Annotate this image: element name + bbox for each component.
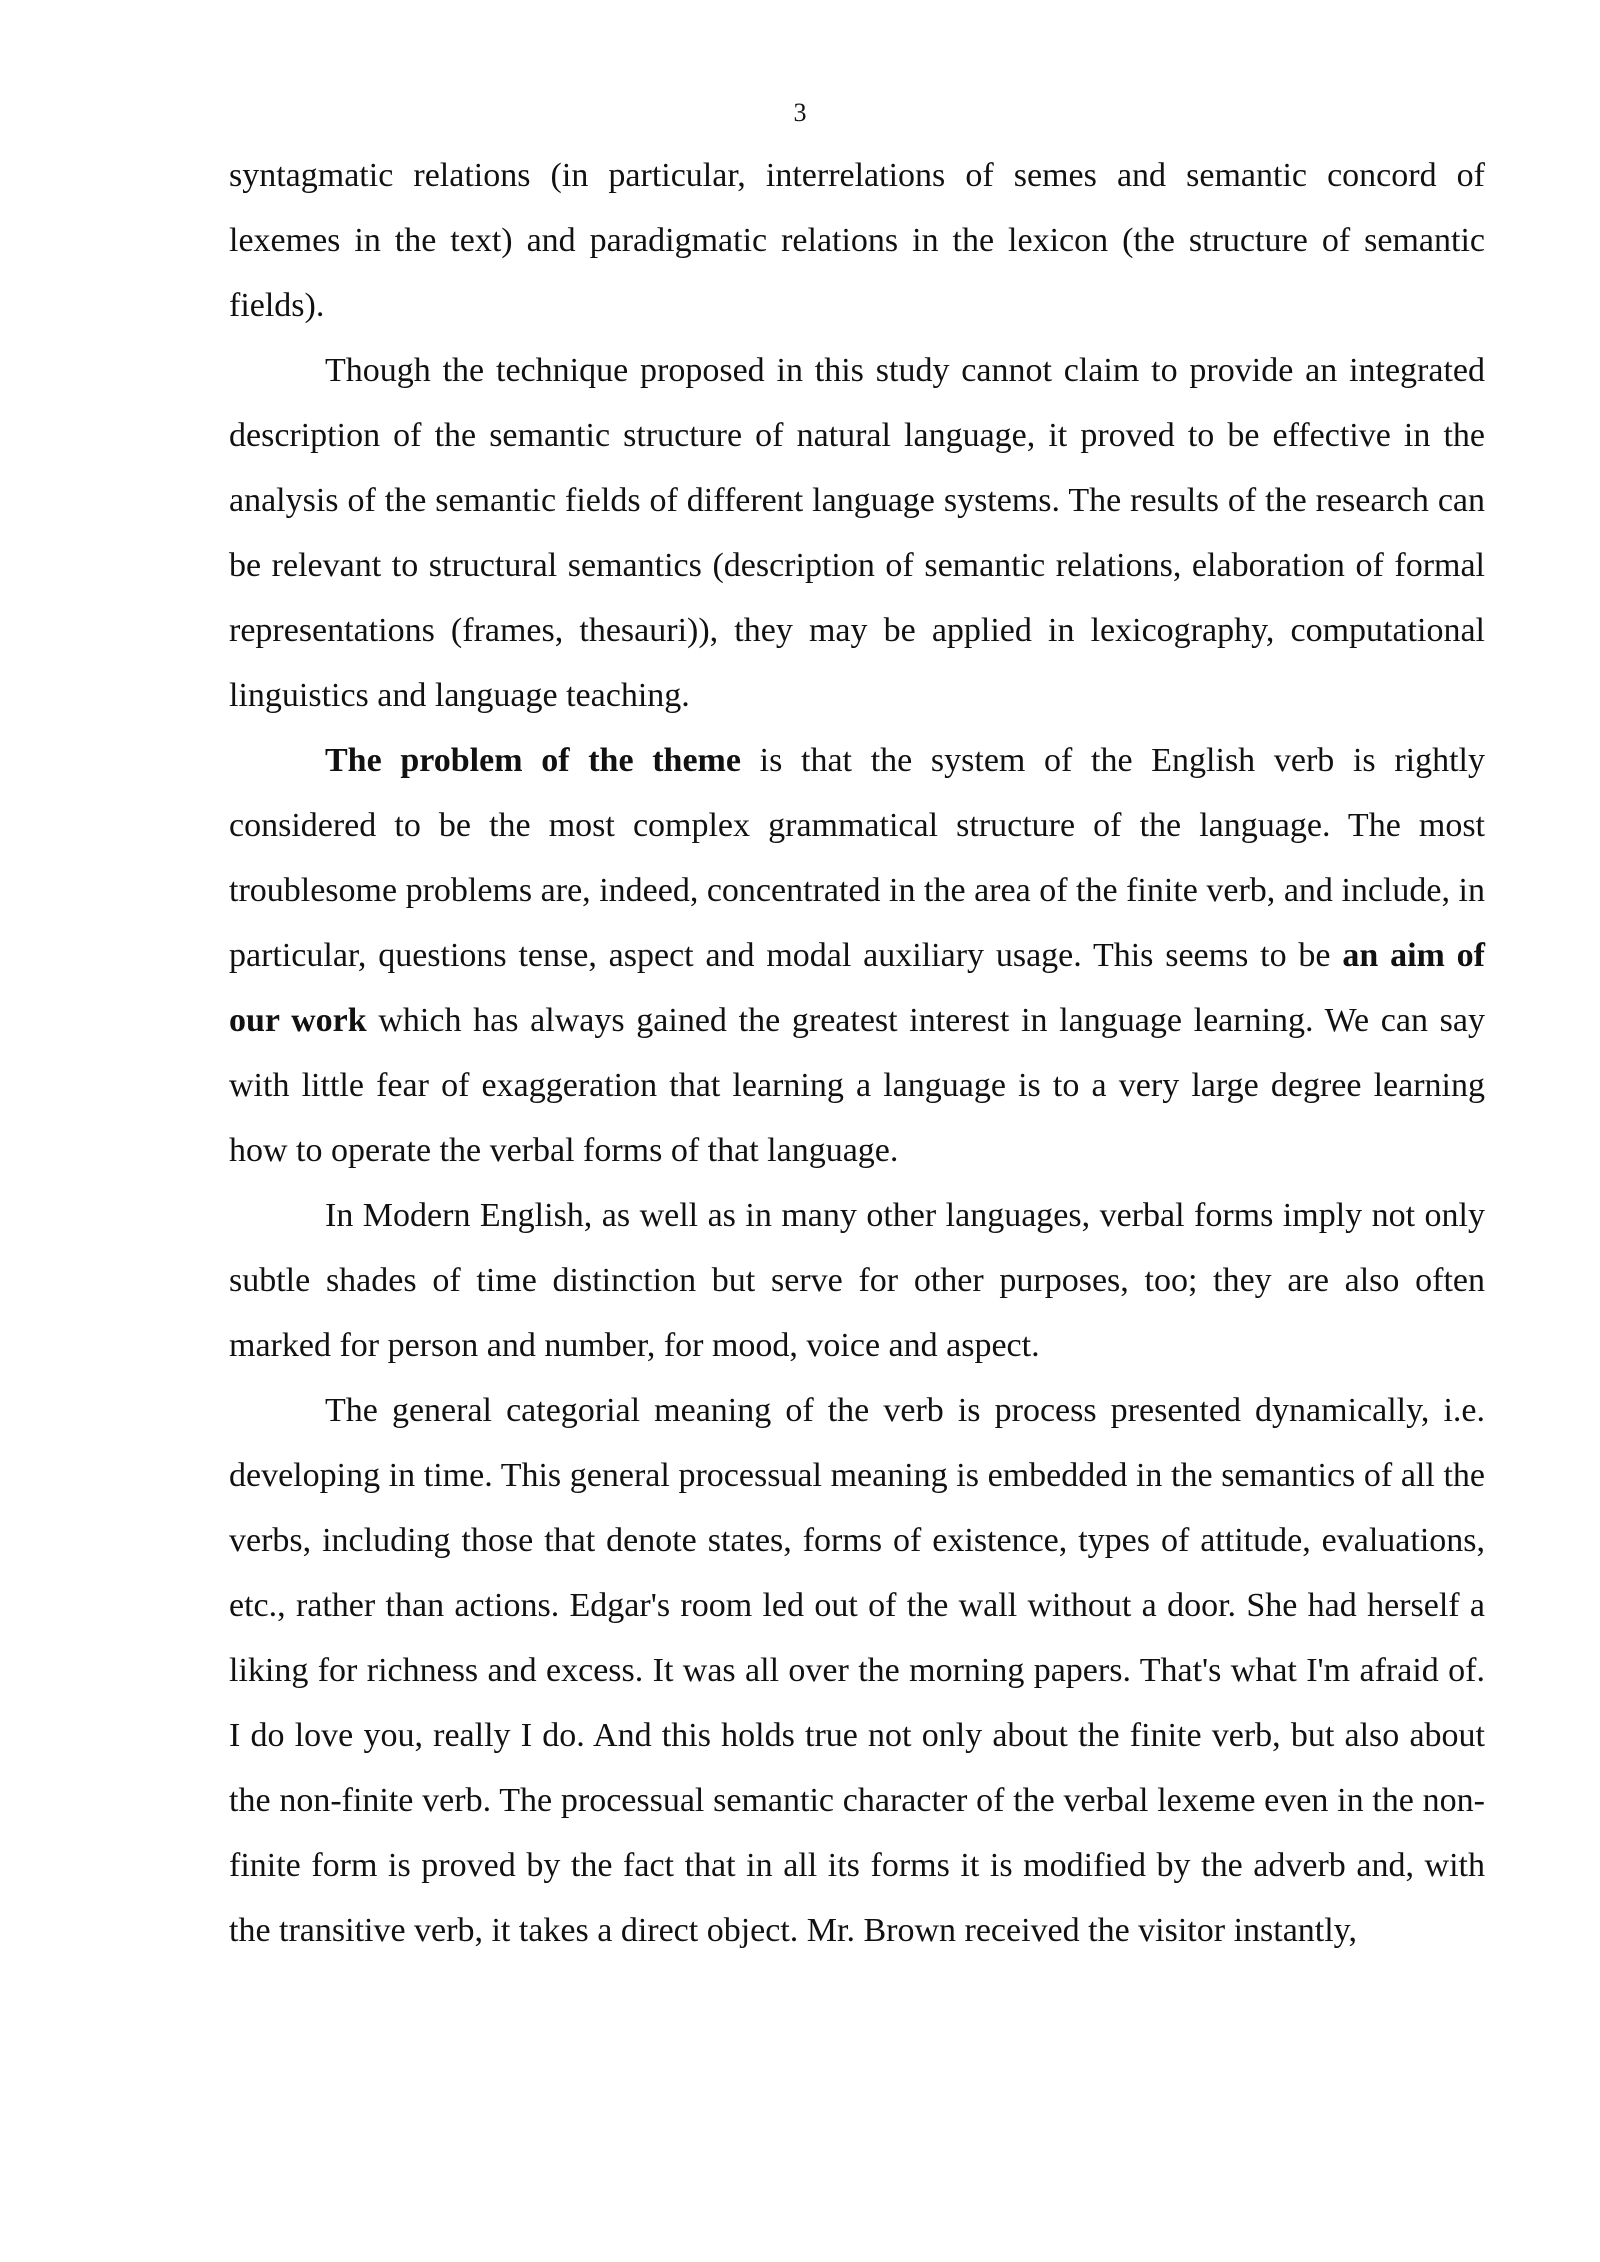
aim-of-work-phrase: an aim of our work [229, 937, 1485, 1039]
paragraph-2: Though the technique proposed in this study cannot claim to provide an integrated description of the semantic structure of natural language, it proved to be effective in the analysis of the semantic fields of different language systems. The results of the research can be relevant to structural semantics (description of semantic relations, elaboration of formal representations (frames, thesauri)), they may be applied in lexicography, computational linguistics and language teaching. [229, 352, 1485, 714]
paragraph-3-text-b: which has always gained the greatest interest in language learning. We can say with little fear of exaggeration that learning a language is to a very large degree learning how to operate the verbal forms of that language. [229, 1002, 1485, 1169]
paragraph-1: syntagmatic relations (in particular, interrelations of semes and semantic concord of lexemes in the text) and paradigmatic relations in the lexicon (the structure of semantic fields). [229, 157, 1485, 324]
paragraph-3 [229, 728, 1485, 1183]
page-number: 3 [793, 98, 807, 127]
paragraph-5: The general categorial meaning of the verb is process presented dynamically, i.e. developing in time. This general processual meaning is embedded in the semantics of all the verbs, including those that denote states, forms of existence, types of attitude, evaluations, etc., rather than actions. Edgar's room led out of the wall without a door. She had herself a liking for richness and excess. It was all over the morning papers. That's what I'm afraid of. I do love you, really I do. And this holds true not only about the finite verb, but also about the non-finite verb. The processual semantic character of the verbal lexeme even in the non-finite form is proved by the fact that in all its forms it is modified by the adverb and, with the transitive verb, it takes a direct object. Mr. Brown received the visitor instantly, [229, 1392, 1485, 1949]
problem-of-theme-heading: The problem of the theme [325, 742, 741, 779]
document-body [229, 143, 1485, 1963]
paragraph-4: In Modern English, as well as in many other languages, verbal forms imply not only subtle shades of time distinction but serve for other purposes, too; they are also often marked for person and number, for mood, voice and aspect. [229, 1197, 1485, 1364]
paragraph-3-text-a: is that the system of the English verb is rightly considered to be the most complex grammatical structure of the language. The most troublesome problems are, indeed, concentrated in the area of the finite verb, and include, in particular, questions tense, aspect and modal auxiliary usage. This seems to be [229, 742, 1485, 974]
